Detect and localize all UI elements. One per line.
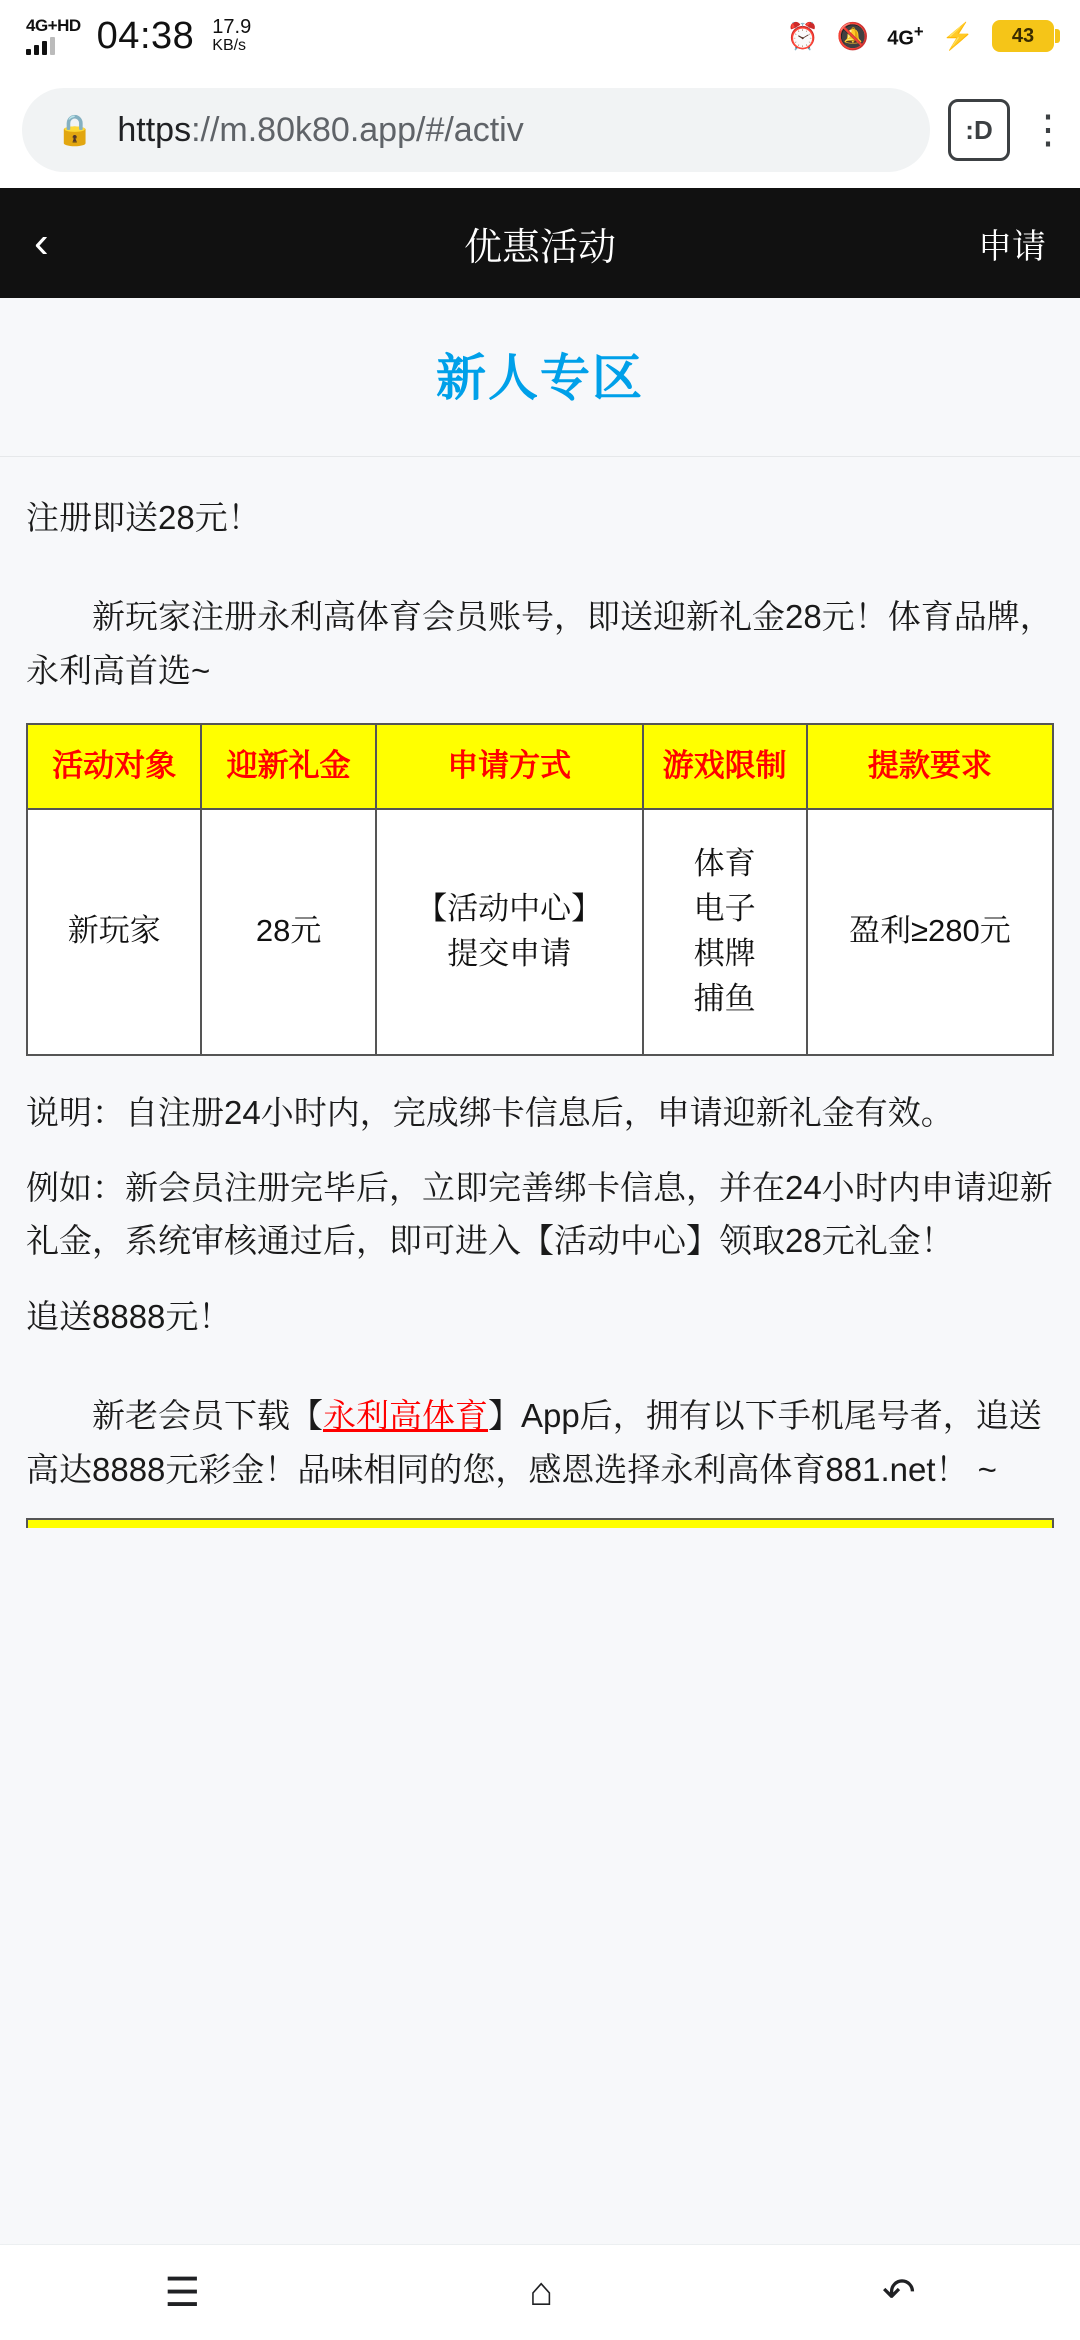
battery-percent: 43 — [1011, 24, 1035, 47]
page-appbar — [0, 188, 1080, 298]
4g-data-icon: 4G+ — [887, 21, 924, 50]
table-header-cell: 游戏限制 — [643, 724, 807, 808]
network-indicator — [26, 17, 81, 55]
apply-button[interactable]: 申请 — [978, 227, 1046, 266]
table-row — [27, 809, 1053, 1055]
url-scheme: https — [117, 110, 192, 149]
apply-line-2: 提交申请 — [447, 935, 572, 971]
apply-line-1: 【活动中心】 — [416, 890, 603, 926]
status-bar — [0, 0, 1080, 72]
network-speed-unit: KB/s — [212, 37, 247, 55]
game-limit-item: 棋牌 — [693, 935, 756, 971]
next-table-edge — [26, 1518, 1054, 1528]
game-limit-item: 电子 — [693, 890, 756, 926]
alarm-clock-icon: ⏰ — [786, 21, 819, 51]
url-bar[interactable] — [22, 88, 930, 172]
promo-note-2: 例如：新会员注册完毕后，立即完善绑卡信息，并在24小时内申请迎新礼金，系统审核通过后，即可进入【活动中心】领取28元礼金！ — [26, 1169, 1053, 1260]
status-clock: 04:38 — [96, 14, 195, 57]
promo-para-2 — [26, 1389, 1054, 1496]
network-speed — [212, 17, 251, 55]
promo-line-1: 注册即送28元！ — [26, 499, 261, 536]
status-bar-right — [786, 20, 1054, 52]
app-link[interactable]: 永利高体育 — [323, 1397, 488, 1435]
promo-table — [26, 723, 1054, 1055]
cell-apply-method — [376, 809, 643, 1055]
home-icon[interactable]: ⌂ — [529, 2270, 554, 2314]
network-label: 4G+HD — [26, 16, 81, 35]
battery-indicator — [992, 20, 1054, 52]
cell-target: 新玩家 — [27, 809, 201, 1055]
game-limit-item: 体育 — [693, 845, 756, 881]
promo-table-head — [27, 724, 1053, 808]
game-limit-item: 捕鱼 — [693, 980, 756, 1016]
promo-note-3: 追送8888元！ — [26, 1297, 232, 1335]
tab-switcher-button[interactable]: :D — [948, 99, 1010, 161]
back-arrow-icon[interactable]: ↶ — [882, 2270, 916, 2315]
lightning-bolt-icon: ⚡ — [941, 20, 974, 51]
url-rest: ://m.80k80.app/#/activ — [191, 110, 524, 149]
para-2-suffix: 】App后，拥有以下手机尾号者，追送高达8888元彩金！品味相同的您，感恩选择永利高体育881.net！ ~ — [26, 1397, 1042, 1488]
network-speed-value: 17.9 — [212, 16, 252, 39]
table-header-cell: 提款要求 — [807, 724, 1053, 808]
lock-icon: 🔒 — [56, 113, 94, 147]
table-header-cell: 迎新礼金 — [201, 724, 375, 808]
spacer — [26, 1365, 1054, 1389]
promo-note-1: 说明：自注册24小时内，完成绑卡信息后，申请迎新礼金有效。 — [26, 1093, 954, 1131]
signal-bars-icon — [26, 37, 55, 55]
kebab-menu-icon[interactable]: ⋮ — [1028, 108, 1068, 152]
page-content — [0, 298, 1080, 2244]
promo-title-card — [0, 298, 1080, 457]
cell-bonus: 28元 — [201, 809, 375, 1055]
chevron-left-icon[interactable]: ‹ — [34, 218, 49, 267]
system-navigation-bar — [0, 2244, 1080, 2340]
promo-table-body — [27, 809, 1053, 1055]
promo-heading: 新人专区 — [436, 350, 644, 406]
bell-muted-icon: 🔕 — [836, 21, 870, 51]
browser-toolbar — [0, 72, 1080, 188]
cell-withdraw-requirement: 盈利≥280元 — [807, 809, 1053, 1055]
url-text — [117, 111, 523, 150]
table-header-row — [27, 724, 1053, 808]
page-title: 优惠活动 — [463, 226, 616, 269]
table-header-cell: 申请方式 — [376, 724, 643, 808]
menu-lines-icon[interactable]: ☰ — [164, 2270, 201, 2315]
promo-para-1: 新玩家注册永利高体育会员账号，即送迎新礼金28元！体育品牌，永利高首选~ — [26, 598, 1053, 689]
table-header-cell: 活动对象 — [27, 724, 201, 808]
status-bar-left — [26, 15, 251, 58]
para-2-prefix: 新老会员下载【 — [92, 1397, 323, 1435]
spacer — [26, 566, 1054, 590]
promo-body — [0, 457, 1080, 1528]
cell-game-limits — [643, 809, 807, 1055]
